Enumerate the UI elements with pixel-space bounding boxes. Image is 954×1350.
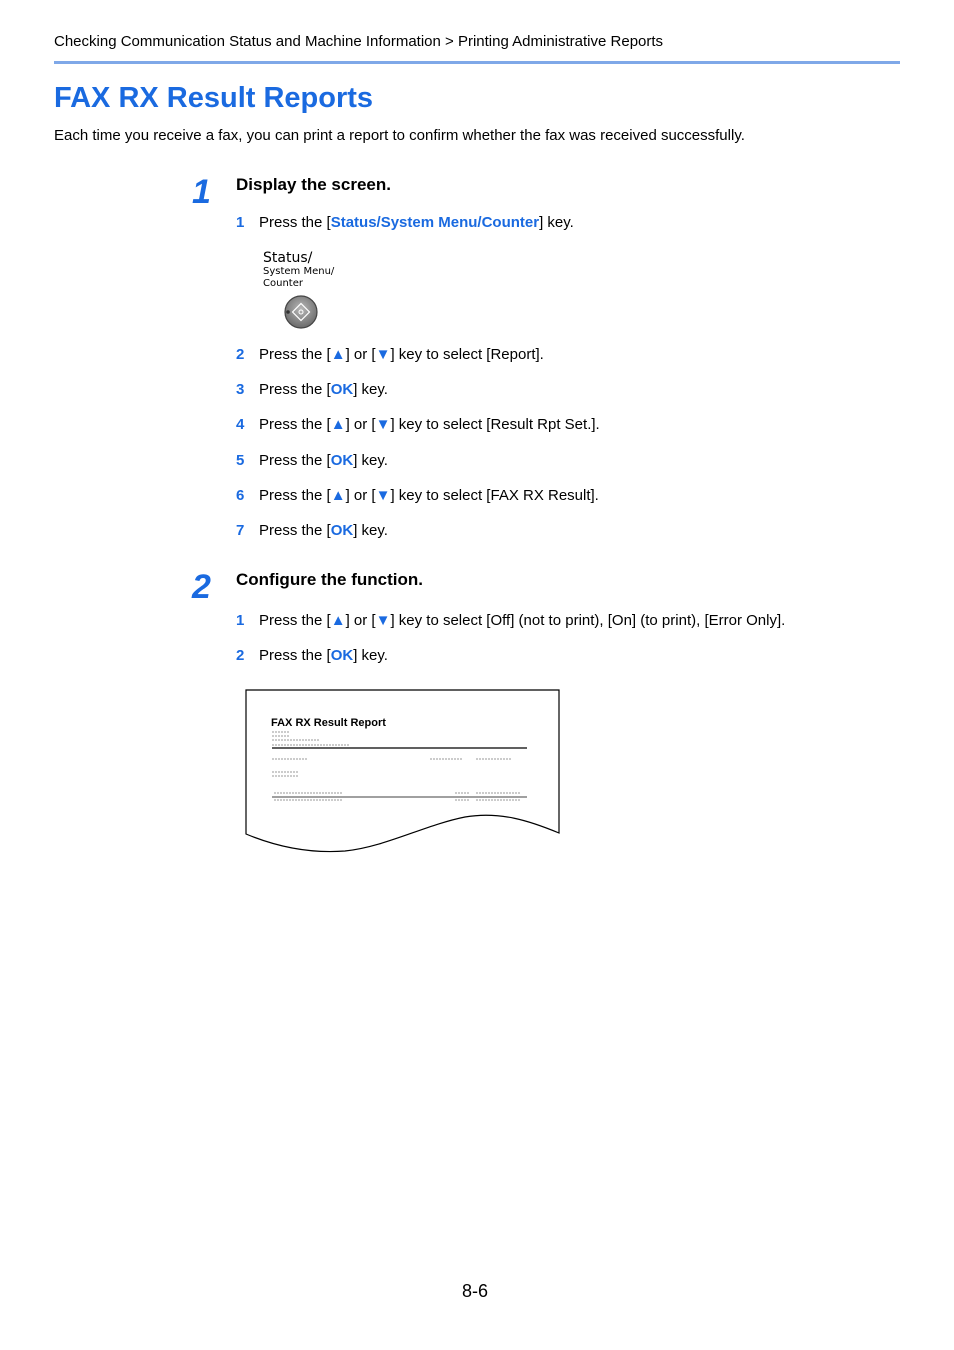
- substep-text-pre: Press the [: [259, 346, 331, 363]
- report-title: FAX RX Result Report: [271, 717, 386, 729]
- down-arrow-icon: ▼: [375, 416, 391, 433]
- status-key-figure: [263, 250, 353, 334]
- step-1-substep-3: [236, 381, 388, 398]
- status-system-menu-key-label: Status/System Menu/Counter: [330, 214, 540, 231]
- substep-number: 2: [236, 647, 245, 664]
- substep-text-post: ] key to select [Off] (not to print), [On] (to print), [Error Only].: [390, 612, 786, 629]
- page-title: FAX RX Result Reports: [54, 82, 374, 114]
- substep-text-pre: Press the [: [259, 381, 331, 398]
- step-1-substep-7: [236, 522, 388, 539]
- step-1-substep-6: [236, 487, 599, 504]
- step-1-substep-4: [236, 416, 600, 433]
- step-1-substep-2: [236, 346, 544, 363]
- up-arrow-icon: ▲: [330, 487, 346, 504]
- step-1-substep-1: [236, 214, 574, 231]
- up-arrow-icon: ▲: [330, 612, 346, 629]
- status-key-label-line3: Counter: [263, 278, 303, 289]
- substep-text-pre: Press the [: [259, 522, 331, 539]
- header-rule: [54, 61, 900, 64]
- step-1-number: 1: [192, 173, 211, 211]
- substep-number: 1: [236, 214, 245, 231]
- substep-number: 3: [236, 381, 245, 398]
- substep-text-pre: Press the [: [259, 647, 331, 664]
- substep-text-mid: ] or [: [345, 416, 376, 433]
- page-number: 8-6: [462, 1281, 489, 1301]
- substep-text-post: ] key.: [539, 214, 574, 231]
- up-arrow-icon: ▲: [330, 346, 346, 363]
- substep-text-post: ] key to select [Report].: [390, 346, 544, 363]
- down-arrow-icon: ▼: [375, 487, 391, 504]
- step-2-substep-2: [236, 647, 388, 664]
- down-arrow-icon: ▼: [375, 612, 391, 629]
- substep-number: 5: [236, 452, 245, 469]
- intro-text: Each time you receive a fax, you can print a report to confirm whether the fax was received successfully.: [54, 127, 745, 144]
- substep-text-pre: Press the [: [259, 612, 331, 629]
- report-paper-illustration: [245, 689, 561, 855]
- ok-key-label: OK: [330, 452, 354, 469]
- substep-text-post: ] key.: [353, 522, 388, 539]
- substep-number: 4: [236, 416, 245, 433]
- step-2-number: 2: [192, 568, 211, 606]
- status-key-button-icon: [283, 294, 319, 330]
- breadcrumb: Checking Communication Status and Machine Information > Printing Administrative Reports: [54, 33, 664, 50]
- ok-key-label: OK: [330, 522, 354, 539]
- substep-text-pre: Press the [: [259, 214, 331, 231]
- substep-text-post: ] key.: [353, 381, 388, 398]
- substep-text-mid: ] or [: [345, 612, 376, 629]
- down-arrow-icon: ▼: [375, 346, 391, 363]
- substep-text-post: ] key.: [353, 647, 388, 664]
- ok-key-label: OK: [330, 381, 354, 398]
- substep-text-pre: Press the [: [259, 487, 331, 504]
- step-2-substep-1: [236, 612, 785, 629]
- step-2-title: Configure the function.: [236, 570, 423, 589]
- substep-text-pre: Press the [: [259, 416, 331, 433]
- substep-number: 7: [236, 522, 245, 539]
- substep-text-mid: ] or [: [345, 346, 376, 363]
- substep-number: 2: [236, 346, 245, 363]
- up-arrow-icon: ▲: [330, 416, 346, 433]
- substep-number: 6: [236, 487, 245, 504]
- substep-number: 1: [236, 612, 245, 629]
- substep-text-pre: Press the [: [259, 452, 331, 469]
- status-key-label-line2: System Menu/: [263, 266, 335, 277]
- status-key-label-line1: Status/: [263, 250, 313, 266]
- substep-text-post: ] key.: [353, 452, 388, 469]
- substep-text-mid: ] or [: [345, 487, 376, 504]
- step-1-title: Display the screen.: [236, 175, 391, 194]
- substep-text-post: ] key to select [FAX RX Result].: [390, 487, 599, 504]
- step-1-substep-5: [236, 452, 388, 469]
- ok-key-label: OK: [330, 647, 354, 664]
- substep-text-post: ] key to select [Result Rpt Set.].: [390, 416, 600, 433]
